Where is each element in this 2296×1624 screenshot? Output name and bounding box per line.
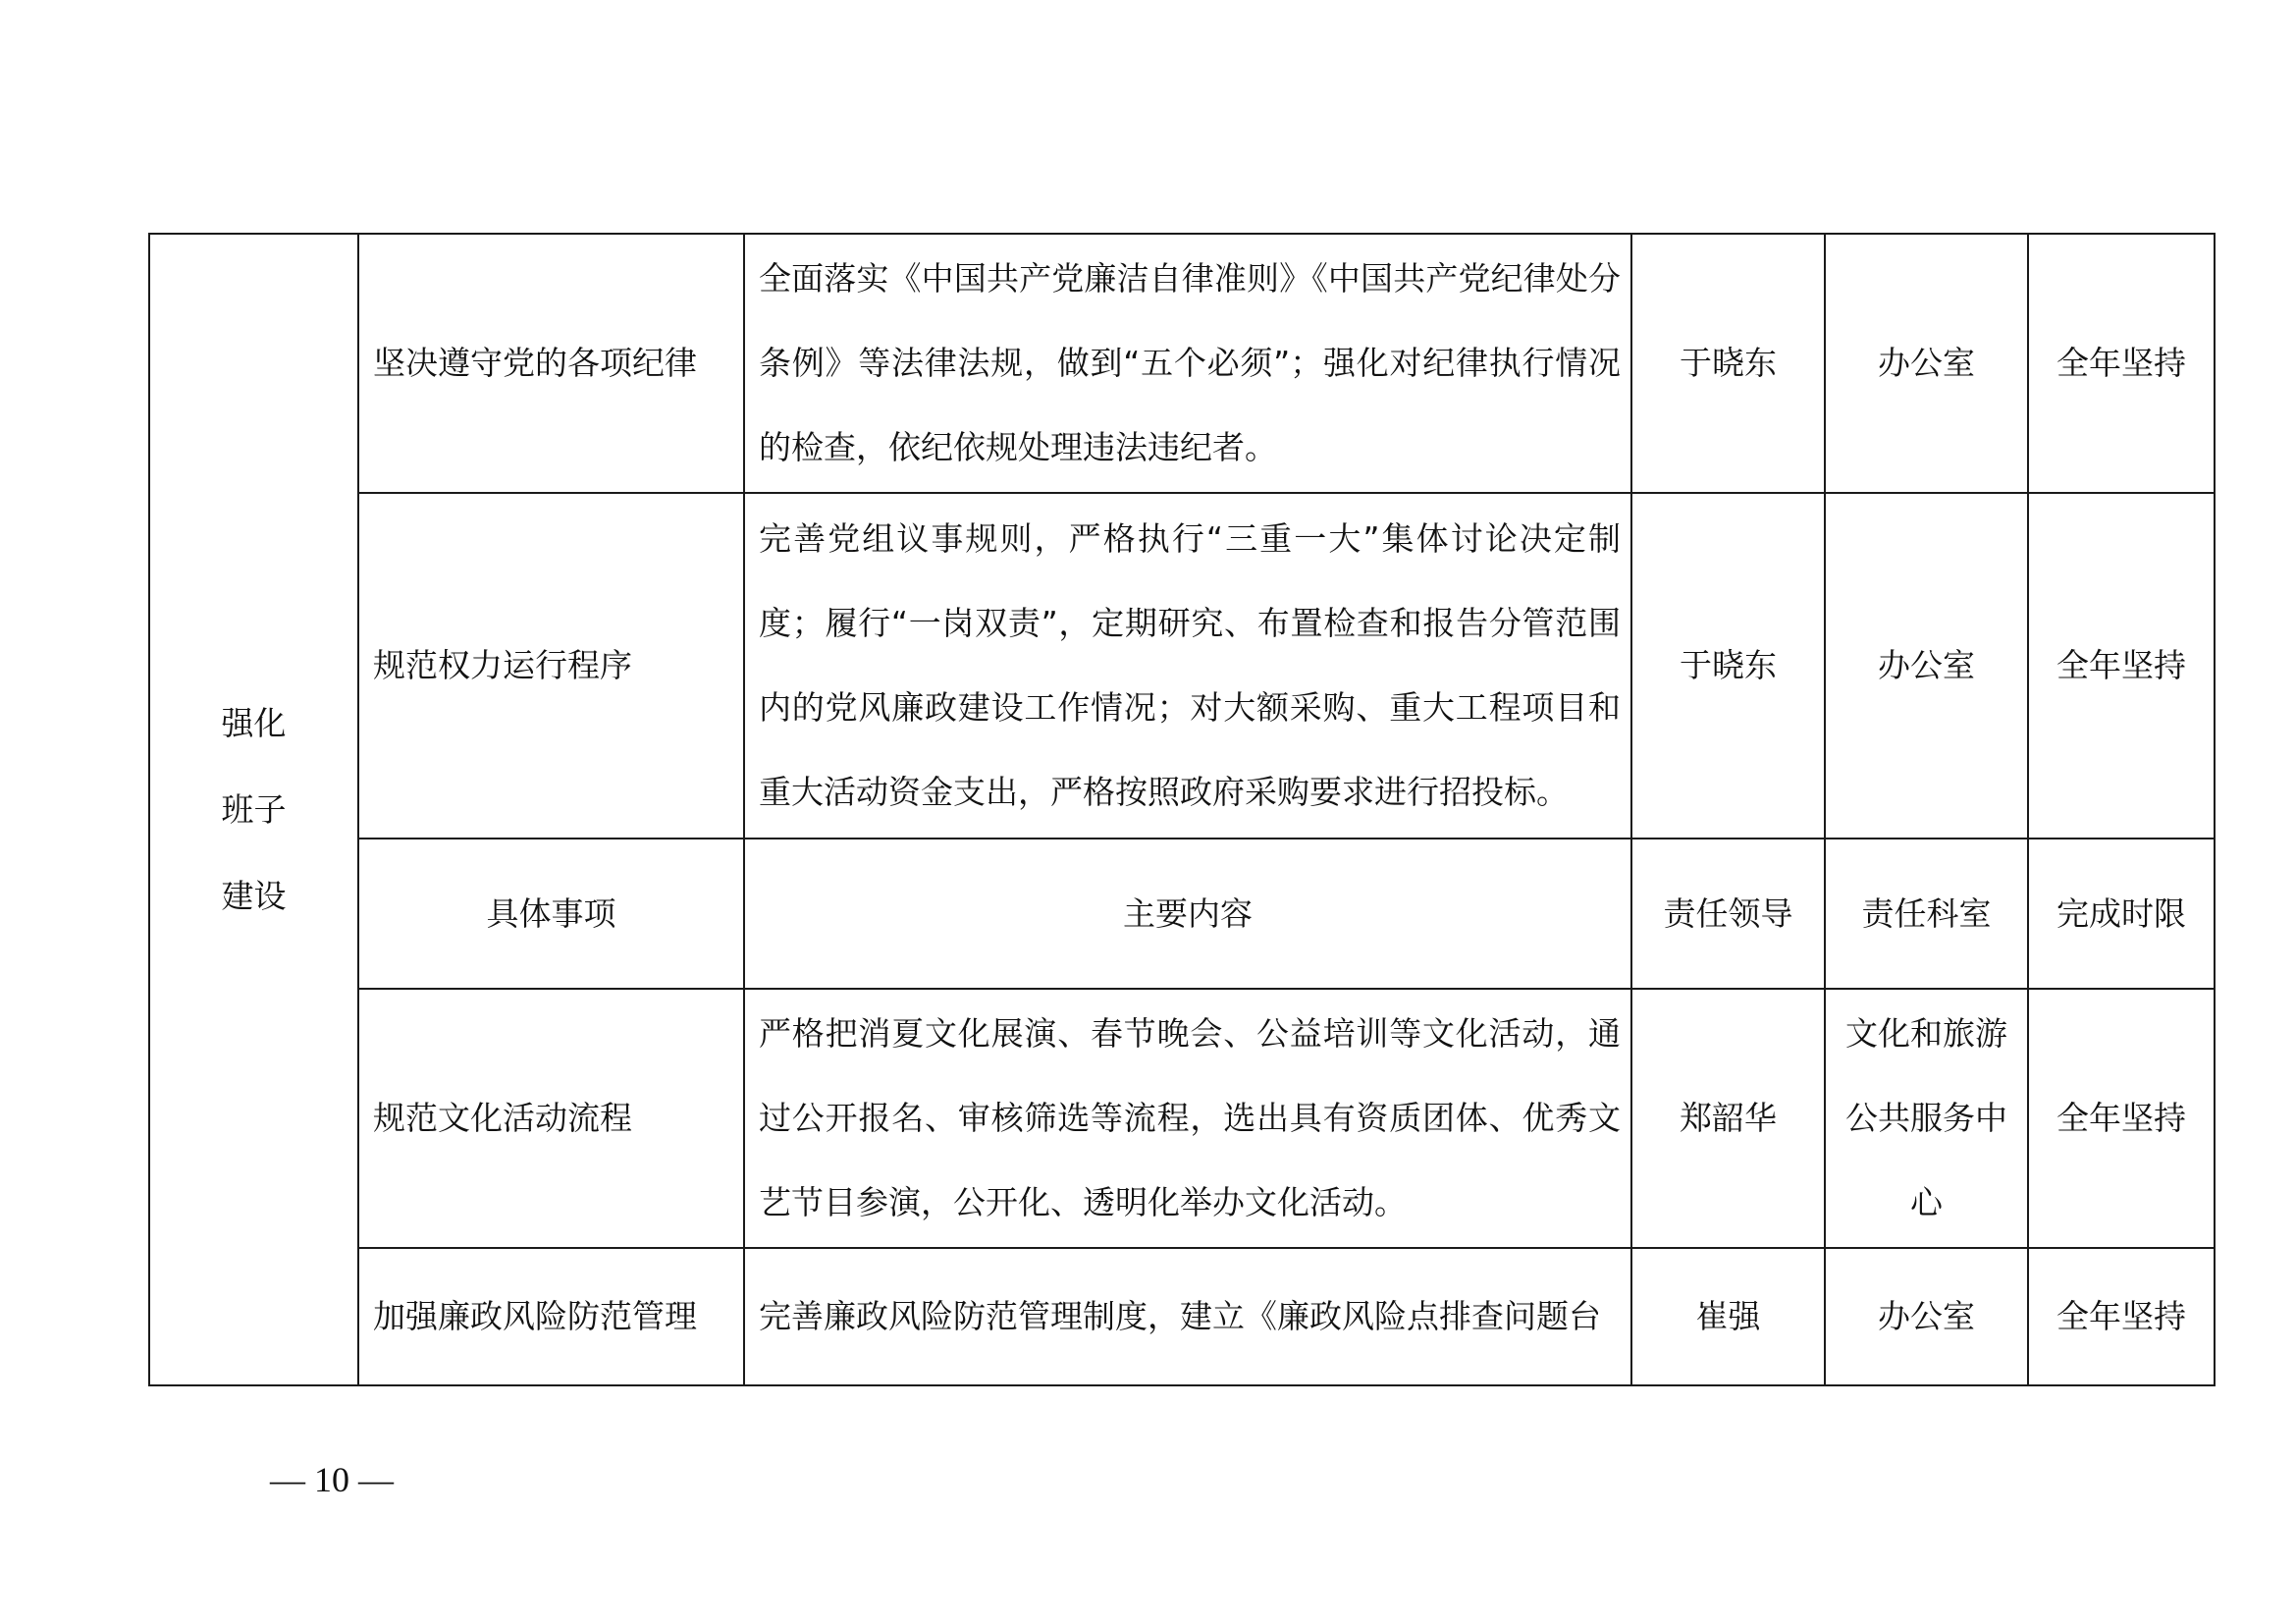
leader-cell: 于晓东 xyxy=(1631,234,1825,493)
office-cell: 办公室 xyxy=(1825,1248,2028,1385)
table-row xyxy=(149,1248,2215,1385)
item-cell: 规范权力运行程序 xyxy=(358,493,744,839)
header-deadline: 完成时限 xyxy=(2028,839,2215,989)
item-cell: 规范文化活动流程 xyxy=(358,989,744,1248)
table-row xyxy=(149,989,2215,1248)
content-cell: 完善廉政风险防范管理制度，建立《廉政风险点排查问题台 xyxy=(744,1248,1631,1385)
content-cell: 完善党组议事规则，严格执行“三重一大”集体讨论决定制度；履行“一岗双责”，定期研究、布置检查和报告分管范围内的党风廉政建设工作情况；对大额采购、重大工程项目和重大活动资金支出，严格按照政府采购要求进行招投标。 xyxy=(744,493,1631,839)
header-item: 具体事项 xyxy=(358,839,744,989)
table-header-row xyxy=(149,839,2215,989)
table-row xyxy=(149,234,2215,493)
office-cell: 办公室 xyxy=(1825,493,2028,839)
item-cell: 加强廉政风险防范管理 xyxy=(358,1248,744,1385)
category-cell xyxy=(149,234,358,1385)
leader-cell: 于晓东 xyxy=(1631,493,1825,839)
category-line: 建设 xyxy=(221,876,287,915)
category-line: 班子 xyxy=(221,789,287,829)
deadline-cell: 全年坚持 xyxy=(2028,989,2215,1248)
header-office: 责任科室 xyxy=(1825,839,2028,989)
deadline-cell: 全年坚持 xyxy=(2028,234,2215,493)
header-leader: 责任领导 xyxy=(1631,839,1825,989)
table-row xyxy=(149,493,2215,839)
item-cell: 坚决遵守党的各项纪律 xyxy=(358,234,744,493)
deadline-cell: 全年坚持 xyxy=(2028,1248,2215,1385)
page-number: — 10 — xyxy=(270,1460,394,1499)
content-cell: 全面落实《中国共产党廉洁自律准则》《中国共产党纪律处分条例》等法律法规，做到“五个必须”；强化对纪律执行情况的检查，依纪依规处理违法违纪者。 xyxy=(744,234,1631,493)
office-cell: 文化和旅游公共服务中心 xyxy=(1825,989,2028,1248)
content-cell: 严格把消夏文化展演、春节晚会、公益培训等文化活动，通过公开报名、审核筛选等流程，选出具有资质团体、优秀文艺节目参演，公开化、透明化举办文化活动。 xyxy=(744,989,1631,1248)
leader-cell: 崔强 xyxy=(1631,1248,1825,1385)
leader-cell: 郑韶华 xyxy=(1631,989,1825,1248)
deadline-cell: 全年坚持 xyxy=(2028,493,2215,839)
category-line: 强化 xyxy=(221,703,287,742)
responsibility-table xyxy=(148,233,2216,1386)
header-content: 主要内容 xyxy=(744,839,1631,989)
office-cell: 办公室 xyxy=(1825,234,2028,493)
